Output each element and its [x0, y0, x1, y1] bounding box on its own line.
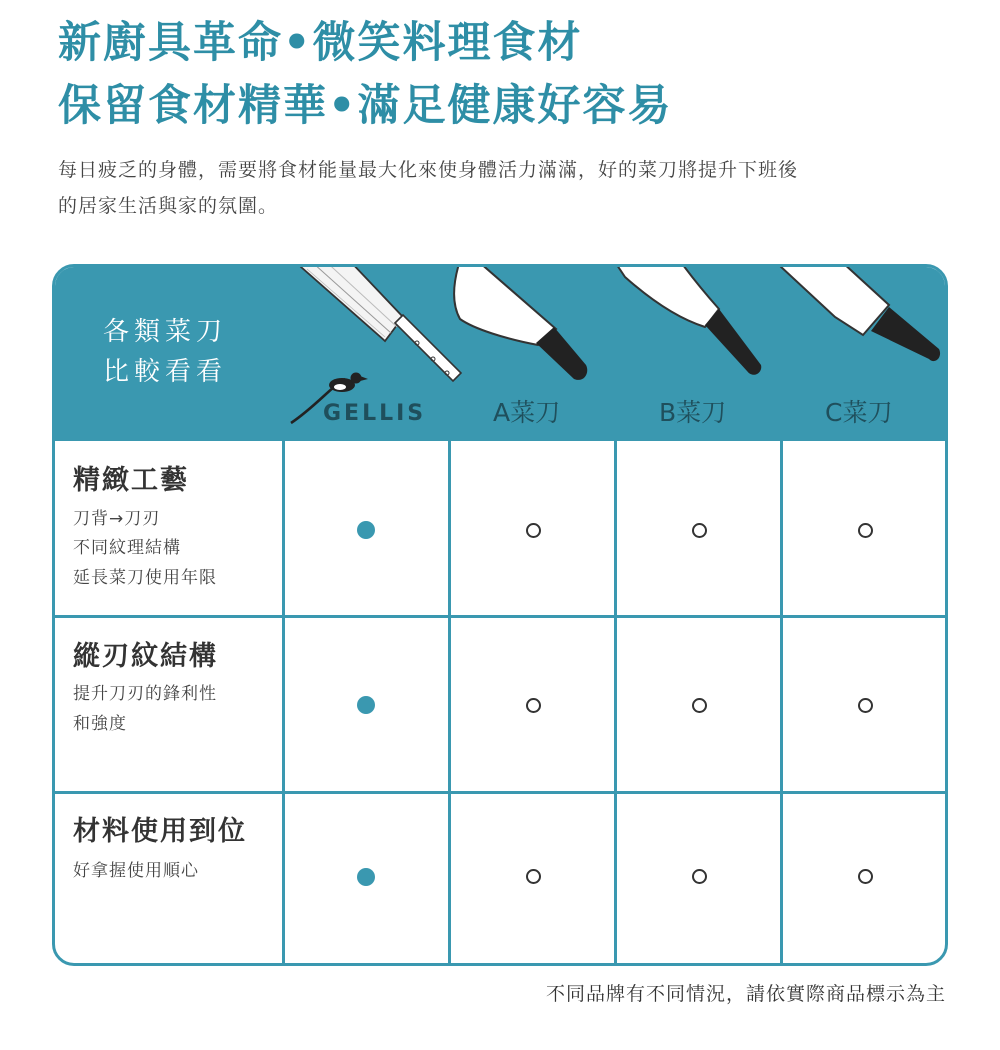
chef-knife-icon — [450, 264, 600, 388]
row-title: 精緻工藝 — [73, 465, 189, 496]
row-title: 材料使用到位 — [73, 816, 247, 847]
row-description: 延長菜刀使用年限 — [73, 568, 217, 588]
filled-mark-icon — [357, 868, 375, 886]
headline-line-2: 保留食材精華•滿足健康好容易 — [58, 81, 673, 131]
open-circle-mark-icon — [526, 523, 541, 538]
open-circle-mark-icon — [858, 698, 873, 713]
grid-divider — [614, 441, 617, 966]
grid-divider — [448, 441, 451, 966]
column-label-b: B菜刀 — [659, 398, 727, 427]
intro-line-2: 的居家生活與家的氛圍。 — [58, 195, 279, 217]
row-description: 不同紋理結構 — [73, 538, 181, 558]
row-description: 刀背→刀刃 — [73, 509, 161, 529]
grid-divider — [780, 441, 783, 966]
row-title: 縱刃紋結構 — [73, 641, 218, 672]
grid-divider — [55, 791, 945, 794]
open-circle-mark-icon — [858, 869, 873, 884]
headline-line-1: 新廚具革命•微笑料理食材 — [58, 18, 583, 68]
column-label-a: A菜刀 — [493, 398, 561, 427]
open-circle-mark-icon — [526, 698, 541, 713]
grid-divider — [282, 441, 285, 966]
open-circle-mark-icon — [692, 523, 707, 538]
open-circle-mark-icon — [692, 869, 707, 884]
grid-divider — [55, 615, 945, 618]
santoku-knife-icon — [603, 264, 773, 393]
open-circle-mark-icon — [858, 523, 873, 538]
row-description: 提升刀刃的鋒利性 — [73, 684, 217, 704]
column-label-c: C菜刀 — [825, 398, 893, 427]
corner-title-line-2: 比較看看 — [103, 357, 228, 387]
filled-mark-icon — [357, 696, 375, 714]
disclaimer-footnote: 不同品牌有不同情況，請依實際商品標示為主 — [545, 983, 946, 1005]
filled-mark-icon — [357, 521, 375, 539]
row-description: 好拿握使用順心 — [73, 861, 199, 881]
cleaver-knife-icon — [773, 264, 948, 387]
corner-title-line-1: 各類菜刀 — [103, 317, 228, 347]
row-description: 和強度 — [73, 714, 127, 734]
column-label-gellis: GELLIS — [323, 401, 427, 426]
comparison-table — [52, 264, 948, 966]
open-circle-mark-icon — [692, 698, 707, 713]
open-circle-mark-icon — [526, 869, 541, 884]
intro-line-1: 每日疲乏的身體，需要將食材能量最大化來使身體活力滿滿，好的菜刀將提升下班後 — [58, 159, 799, 181]
